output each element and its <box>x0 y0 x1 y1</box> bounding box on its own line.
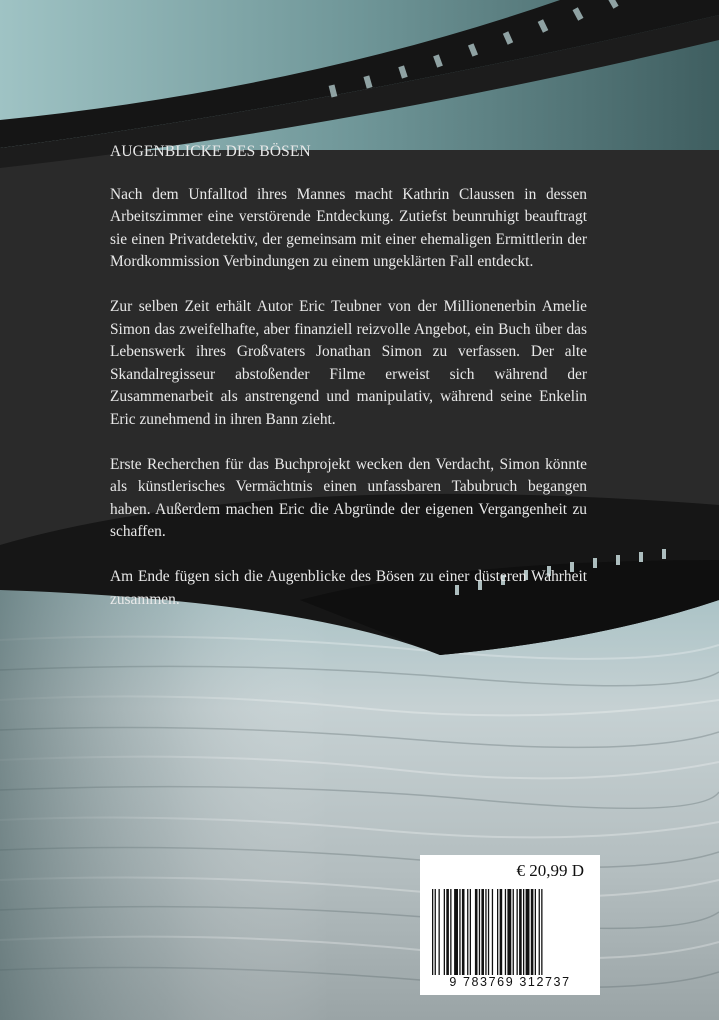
barcode-bar <box>488 889 489 975</box>
barcode-bar <box>450 889 451 975</box>
barcode-bar <box>492 889 493 975</box>
barcode-bar <box>507 889 511 975</box>
blurb-paragraph-1: Nach dem Unfalltod ihres Mannes macht Kathrin Claussen in dessen Arbeitszimmer eine verstörende Entdeckung. Zutiefst beunruhigt beauftragt sie einen Privatdetektiv, der gemeinsam mit einer ehemaligen Ermittlerin der Mordkommission Verbindungen zu einem ungeklärten Fall entdeckt. <box>110 185 587 270</box>
book-title: AUGENBLICKE DES BÖSEN <box>110 143 311 160</box>
barcode-bar <box>435 889 436 975</box>
barcode-bar <box>479 889 480 975</box>
blurb-paragraph-4: Am Ende fügen sich die Augenblicke des Bösen zu einer düsteren Wahrheit zusammen. <box>110 568 587 608</box>
isbn-number: 9 783769 312737 <box>449 975 571 989</box>
blurb-text-block <box>110 141 587 634</box>
barcode-bar <box>513 889 514 975</box>
barcode-bar <box>444 889 445 975</box>
barcode-bar <box>531 889 534 975</box>
barcode-bar <box>539 889 540 975</box>
price-label: € 20,99 D <box>516 861 584 880</box>
barcode-bar <box>470 889 471 975</box>
barcode-bar <box>459 889 460 975</box>
barcode-bar <box>505 889 506 975</box>
barcode-bar <box>432 889 433 975</box>
barcode-box <box>420 855 600 995</box>
barcode-bar <box>446 889 449 975</box>
barcode-bar <box>517 889 518 975</box>
barcode-bar <box>526 889 530 975</box>
barcode-icon <box>432 889 588 975</box>
barcode-bar <box>485 889 486 975</box>
barcode-bar <box>523 889 524 975</box>
barcode-bar <box>500 889 503 975</box>
barcode-bar <box>439 889 440 975</box>
barcode-bar <box>481 889 484 975</box>
barcode-bar <box>462 889 465 975</box>
blurb-paragraph-3: Erste Recherchen für das Buchprojekt wecken den Verdacht, Simon könnte als künstlerisches Vermächtnis einen unfassbaren Tabubruch begangen haben. Außerdem machen Eric die Abgründe der eigenen Vergangenheit zu schaffen. <box>110 455 587 540</box>
barcode-bar <box>454 889 458 975</box>
barcode-bar <box>497 889 498 975</box>
barcode-bar <box>541 889 542 975</box>
blurb-paragraph-2: Zur selben Zeit erhält Autor Eric Teubner von der Millionenerbin Amelie Simon das zweifelhafte, aber finanziell reizvolle Angebot, ein Buch über das Lebenswerk ihres Großvaters Jonathan Simon zu verfassen. Der alte Skandalregisseur abstoßender Filme erweist sich während der Zusammenarbeit als anstrengend und manipulativ, während seine Enkelin Eric zunehmend in ihren Bann zieht. <box>110 298 587 428</box>
barcode-bar <box>535 889 536 975</box>
barcode-bar <box>519 889 522 975</box>
barcode-bar <box>467 889 468 975</box>
barcode-bar <box>475 889 478 975</box>
